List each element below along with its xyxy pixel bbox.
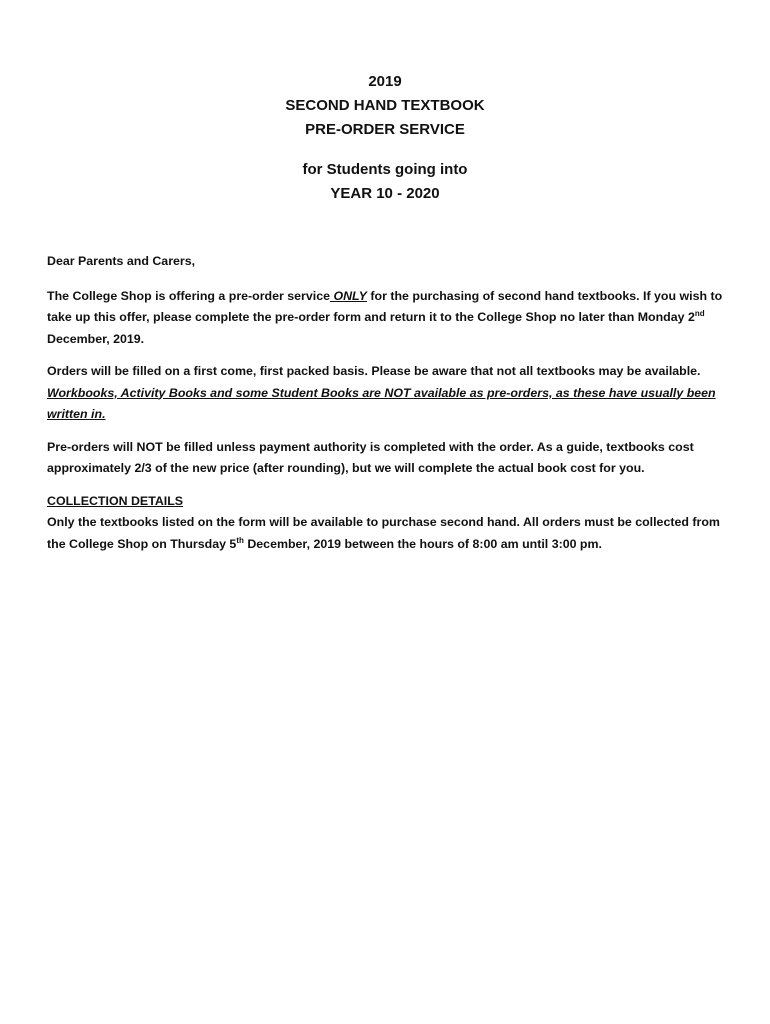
paragraph-payment: Pre-orders will NOT be filled unless payment authority is completed with the order. As a guide, textbooks cost approximately 2/3 of the new price (after rounding), but we will complete the actual book cost for you. [47, 439, 694, 475]
emphasis-only: ONLY [330, 288, 367, 303]
greeting: Dear Parents and Carers, [47, 254, 196, 268]
emphasis-not-available: Workbooks, Activity Books and some Student Books are NOT available as pre-orders, as these have usually been written in. [47, 385, 716, 421]
paragraph-collection: COLLECTION DETAILS Only the textbooks listed on the form will be available to purchase second hand. All orders must be collected from the College Shop on Thursday 5th December, 2019 between the hours of 8:00 am until 3:00 pm. [47, 491, 727, 556]
title-line-textbook: SECOND HAND TEXTBOOK [285, 97, 485, 114]
title-line-students: for Students going into [302, 161, 468, 178]
paragraph-preorder-offer: The College Shop is offering a pre-order service ONLY for the purchasing of second hand textbooks. If you wish to take up this offer, please complete the pre-order form and return it to the College Shop no later than Monday 2nd December, 2019. [47, 288, 723, 346]
letter-body [47, 251, 727, 566]
title-year: 2019 [368, 73, 402, 90]
title-line-year-level: YEAR 10 - 2020 [330, 185, 440, 202]
document-title [0, 70, 770, 206]
collection-heading: COLLECTION DETAILS [47, 493, 184, 508]
title-line-service: PRE-ORDER SERVICE [305, 121, 465, 138]
paragraph-availability: Orders will be filled on a first come, first packed basis. Please be aware that not all textbooks may be available. Workbooks, Activity Books and some Student Books are NOT available as pre-orders, as these have usually been written in. [47, 364, 716, 421]
